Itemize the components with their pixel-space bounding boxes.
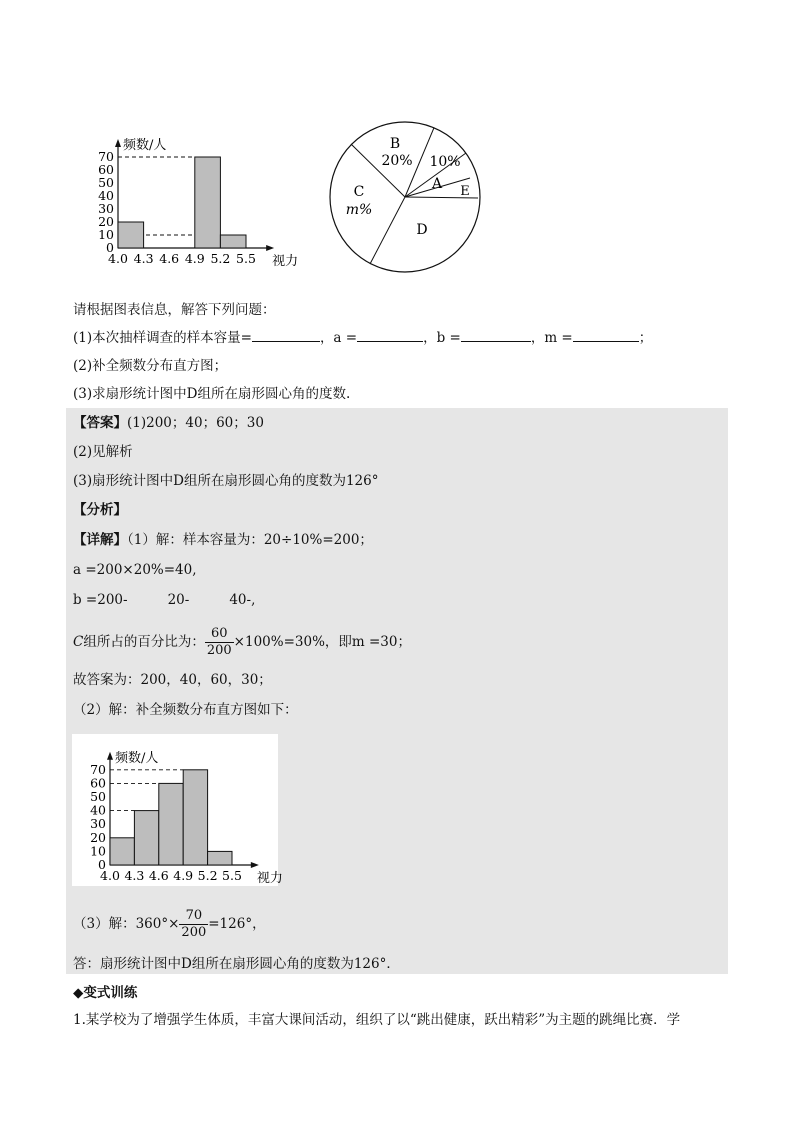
x-tick-label: 4.9 bbox=[173, 868, 194, 883]
x-tick-label: 5.2 bbox=[197, 868, 218, 883]
detail-4c: ×100%=30%，即m =30； bbox=[233, 634, 411, 650]
histogram-bar bbox=[159, 783, 183, 865]
fraction-denominator: 200 bbox=[181, 925, 207, 940]
detail-3b: 20- bbox=[167, 592, 190, 608]
y-tick-label: 40 bbox=[90, 802, 106, 818]
x-tick-label: 4.6 bbox=[159, 251, 180, 266]
y-tick-label: 50 bbox=[90, 789, 106, 804]
q1-text: (1)本次抽样调查的样本容量= bbox=[73, 330, 252, 346]
x-axis-arrow bbox=[251, 862, 259, 868]
detail-line-1 bbox=[73, 530, 373, 550]
blank-b bbox=[461, 327, 531, 342]
section-title: ◆变式训练 bbox=[73, 985, 138, 1001]
y-tick-label: 70 bbox=[90, 761, 106, 777]
x-tick-label: 4.3 bbox=[133, 251, 154, 266]
q1-m-label: ，m = bbox=[530, 330, 573, 346]
histogram-incomplete bbox=[80, 112, 300, 272]
fraction-denominator: 200 bbox=[206, 643, 232, 658]
detail-line-8: 答：扇形统计图中D组所在扇形圆心角的度数为126°． bbox=[73, 956, 400, 972]
x-tick-label: 5.2 bbox=[210, 251, 231, 266]
x-tick-label: 4.0 bbox=[108, 251, 128, 266]
answer-line-1 bbox=[73, 413, 264, 433]
x-axis-label: 视力 bbox=[272, 254, 299, 269]
pie-chart bbox=[325, 110, 495, 275]
y-axis-label: 频数/人 bbox=[115, 750, 159, 766]
histogram-bar bbox=[110, 838, 134, 865]
answer-box bbox=[66, 408, 728, 974]
pie-label-b-pct: 20% bbox=[381, 153, 413, 169]
y-tick-label: 0 bbox=[98, 857, 106, 872]
detail-line-5: 故答案为：200，40，60，30； bbox=[73, 672, 272, 688]
detail-line-2: a =200×20%=40, bbox=[73, 562, 197, 578]
answer-label: 【答案】 bbox=[73, 415, 127, 431]
question-2: (2)补全频数分布直方图； bbox=[73, 358, 228, 374]
detail-7b: =126°， bbox=[208, 916, 266, 932]
q1-a-label: ，a = bbox=[319, 330, 358, 346]
x-tick-label: 4.3 bbox=[124, 868, 145, 883]
pie-divider bbox=[370, 197, 405, 264]
y-axis-arrow bbox=[115, 139, 121, 147]
detail-label: 【详解】 bbox=[73, 532, 127, 548]
y-axis-label: 频数/人 bbox=[123, 138, 167, 153]
pie-label-b: B bbox=[389, 136, 401, 152]
detail-3a: b =200- bbox=[73, 592, 128, 608]
next-question: 1.某学校为了增强学生体质，丰富大课间活动，组织了以“跳出健康，跃出精彩”为主题的跳绳比赛．学 bbox=[73, 1012, 681, 1028]
histogram-complete bbox=[72, 734, 283, 886]
detail-7a: （3）解：360°× bbox=[73, 916, 180, 932]
pie-label-a-pct: 10% bbox=[429, 154, 461, 170]
pie-label-e: E bbox=[460, 184, 470, 199]
detail-line-7 bbox=[73, 906, 266, 942]
histogram-bar bbox=[118, 222, 144, 248]
blank-a bbox=[357, 327, 423, 342]
intro-text: 请根据图表信息，解答下列问题： bbox=[73, 302, 276, 318]
x-tick-label: 4.9 bbox=[184, 251, 205, 266]
pie-label-c: C bbox=[353, 184, 365, 200]
question-3: (3)求扇形统计图中D组所在扇形圆心角的度数. bbox=[73, 386, 351, 402]
fraction-numerator: 70 bbox=[179, 908, 208, 925]
y-tick-label: 50 bbox=[98, 175, 114, 190]
histogram-bar bbox=[195, 157, 221, 248]
pie-label-a: A bbox=[431, 176, 443, 192]
detail-line-6: （2）解：补全频数分布直方图如下： bbox=[73, 702, 298, 718]
y-tick-label: 10 bbox=[90, 843, 106, 859]
x-tick-label: 4.6 bbox=[148, 868, 169, 883]
q1-b-label: ，b = bbox=[423, 330, 461, 346]
x-axis-label: 视力 bbox=[256, 871, 283, 886]
x-tick-label: 5.5 bbox=[236, 251, 256, 266]
y-tick-label: 30 bbox=[90, 816, 106, 832]
detail-line-4 bbox=[73, 624, 411, 660]
detail-3c: 40-, bbox=[229, 592, 256, 608]
y-tick-label: 70 bbox=[98, 149, 114, 164]
pie-label-d: D bbox=[416, 222, 428, 238]
analysis-label: 【分析】 bbox=[73, 502, 127, 518]
y-tick-label: 0 bbox=[106, 240, 114, 255]
histogram-bar bbox=[208, 851, 232, 865]
y-tick-label: 60 bbox=[98, 162, 114, 177]
y-tick-label: 60 bbox=[90, 775, 106, 791]
pie-label-c-pct: m% bbox=[345, 202, 373, 218]
y-tick-label: 10 bbox=[98, 227, 114, 242]
fraction-60-200 bbox=[205, 626, 234, 659]
answer-line-2: (2)见解析 bbox=[73, 444, 133, 460]
y-tick-label: 20 bbox=[90, 829, 106, 845]
q1-end: ； bbox=[638, 330, 653, 346]
detail-4b: 组所占的百分比为： bbox=[83, 634, 205, 650]
y-axis-arrow bbox=[107, 752, 113, 760]
fraction-70-200 bbox=[179, 908, 208, 941]
histogram-bar bbox=[183, 770, 207, 865]
answer-1: (1)200；40；60；30 bbox=[127, 415, 264, 431]
question-1 bbox=[73, 327, 652, 348]
x-tick-label: 4.0 bbox=[100, 868, 120, 883]
x-axis-arrow bbox=[266, 245, 274, 251]
detail-line-3 bbox=[73, 590, 255, 610]
fraction-numerator: 60 bbox=[205, 626, 234, 643]
detail-4a: C bbox=[73, 634, 84, 650]
detail-1: （1）解：样本容量为：20÷10%=200； bbox=[127, 532, 373, 548]
blank-sample-size bbox=[252, 327, 320, 342]
y-tick-label: 40 bbox=[98, 188, 114, 203]
blank-m bbox=[573, 327, 639, 342]
x-tick-label: 5.5 bbox=[222, 868, 242, 883]
y-tick-label: 30 bbox=[98, 201, 114, 216]
answer-line-3: (3)扇形统计图中D组所在扇形圆心角的度数为126° bbox=[73, 473, 379, 489]
histogram-bar bbox=[220, 235, 246, 248]
y-tick-label: 20 bbox=[98, 214, 114, 229]
histogram-bar bbox=[134, 811, 158, 865]
